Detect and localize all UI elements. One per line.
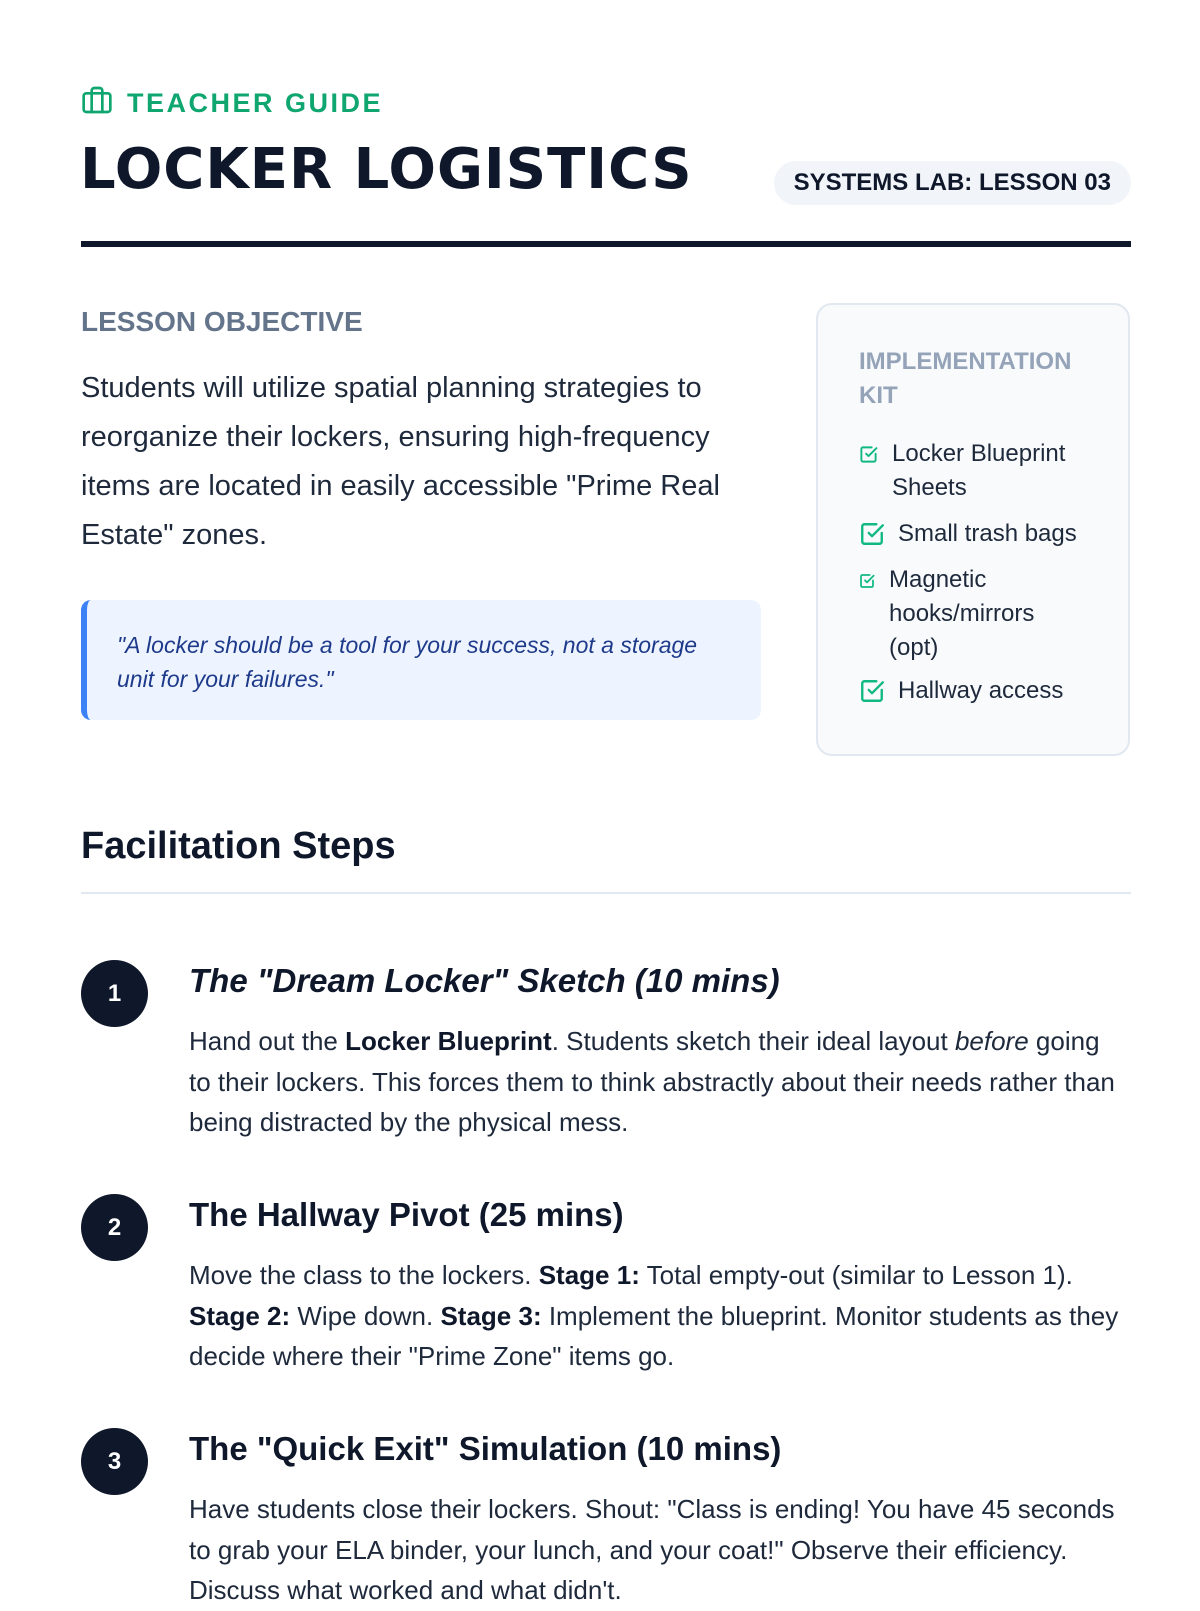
step-body: Move the class to the lockers. Stage 1: Total empty-out (similar to Lesson 1). Stage 2: Wipe down. Stage 3: Implement the blueprint. Monitor students as they decide where their "Prime Zone" items go. bbox=[189, 1260, 1119, 1371]
checkbox-checked-icon bbox=[859, 521, 885, 547]
step-number-badge: 1 bbox=[81, 960, 148, 1027]
kit-item bbox=[859, 517, 1119, 551]
step-title: The Hallway Pivot (25 mins) bbox=[189, 1196, 624, 1233]
kit-item bbox=[859, 674, 1119, 708]
step-title: The "Quick Exit" Simulation (10 mins) bbox=[189, 1430, 782, 1467]
lesson-badge: SYSTEMS LAB: LESSON 03 bbox=[774, 161, 1131, 205]
step-body: Have students close their lockers. Shout: "Class is ending! You have 45 seconds to grab your ELA binder, your lunch, and your coat!" Observe their efficiency. Discuss what worked and what didn't. bbox=[189, 1494, 1115, 1605]
header-divider bbox=[81, 241, 1131, 247]
kit-item-label: Locker Blueprint Sheets bbox=[892, 440, 1066, 501]
step-title: The "Dream Locker" Sketch (10 mins) bbox=[189, 962, 780, 999]
checkbox-checked-icon bbox=[859, 445, 878, 464]
steps-divider bbox=[81, 892, 1131, 894]
emphasis-text: Stage 3: bbox=[440, 1300, 542, 1331]
implementation-kit-card bbox=[816, 303, 1130, 756]
emphasis-text: before bbox=[954, 1026, 1029, 1056]
checkbox-checked-icon bbox=[859, 678, 885, 704]
page-title: LOCKER LOGISTICS bbox=[80, 137, 693, 202]
step-number-badge: 2 bbox=[81, 1194, 148, 1261]
objective-text: Students will utilize spatial planning strategies to reorganize their lockers, ensuring high-frequency items are located in easily accessible "Prime Real Estate" zones. bbox=[81, 372, 720, 551]
emphasis-text: Stage 1: bbox=[538, 1260, 640, 1290]
emphasis-text: Locker Blueprint bbox=[345, 1026, 552, 1056]
eyebrow-label: TEACHER GUIDE bbox=[127, 88, 384, 118]
kit-heading: IMPLEMENTATION KIT bbox=[859, 348, 1072, 409]
kit-item-label: Magnetic hooks/mirrors (opt) bbox=[889, 566, 1035, 661]
kit-item-label: Small trash bags bbox=[898, 520, 1077, 547]
step-body: Hand out the Locker Blueprint. Students sketch their ideal layout before going to their lockers. This forces them to think abstractly about their needs rather than being distracted by the physical mess. bbox=[189, 1026, 1115, 1137]
emphasis-text: Stage 2: bbox=[189, 1300, 291, 1331]
kit-item-label: Hallway access bbox=[898, 677, 1064, 704]
objective-quote: "A locker should be a tool for your success, not a storage unit for your failures." bbox=[81, 600, 761, 720]
step-number-badge: 3 bbox=[81, 1428, 148, 1495]
kit-item bbox=[859, 563, 1079, 665]
guide-eyebrow bbox=[81, 84, 383, 123]
facilitation-steps-heading: Facilitation Steps bbox=[81, 825, 396, 867]
checkbox-checked-icon bbox=[859, 573, 875, 589]
kit-item bbox=[859, 437, 1099, 505]
briefcase-icon bbox=[81, 84, 113, 123]
objective-heading: LESSON OBJECTIVE bbox=[81, 306, 363, 337]
